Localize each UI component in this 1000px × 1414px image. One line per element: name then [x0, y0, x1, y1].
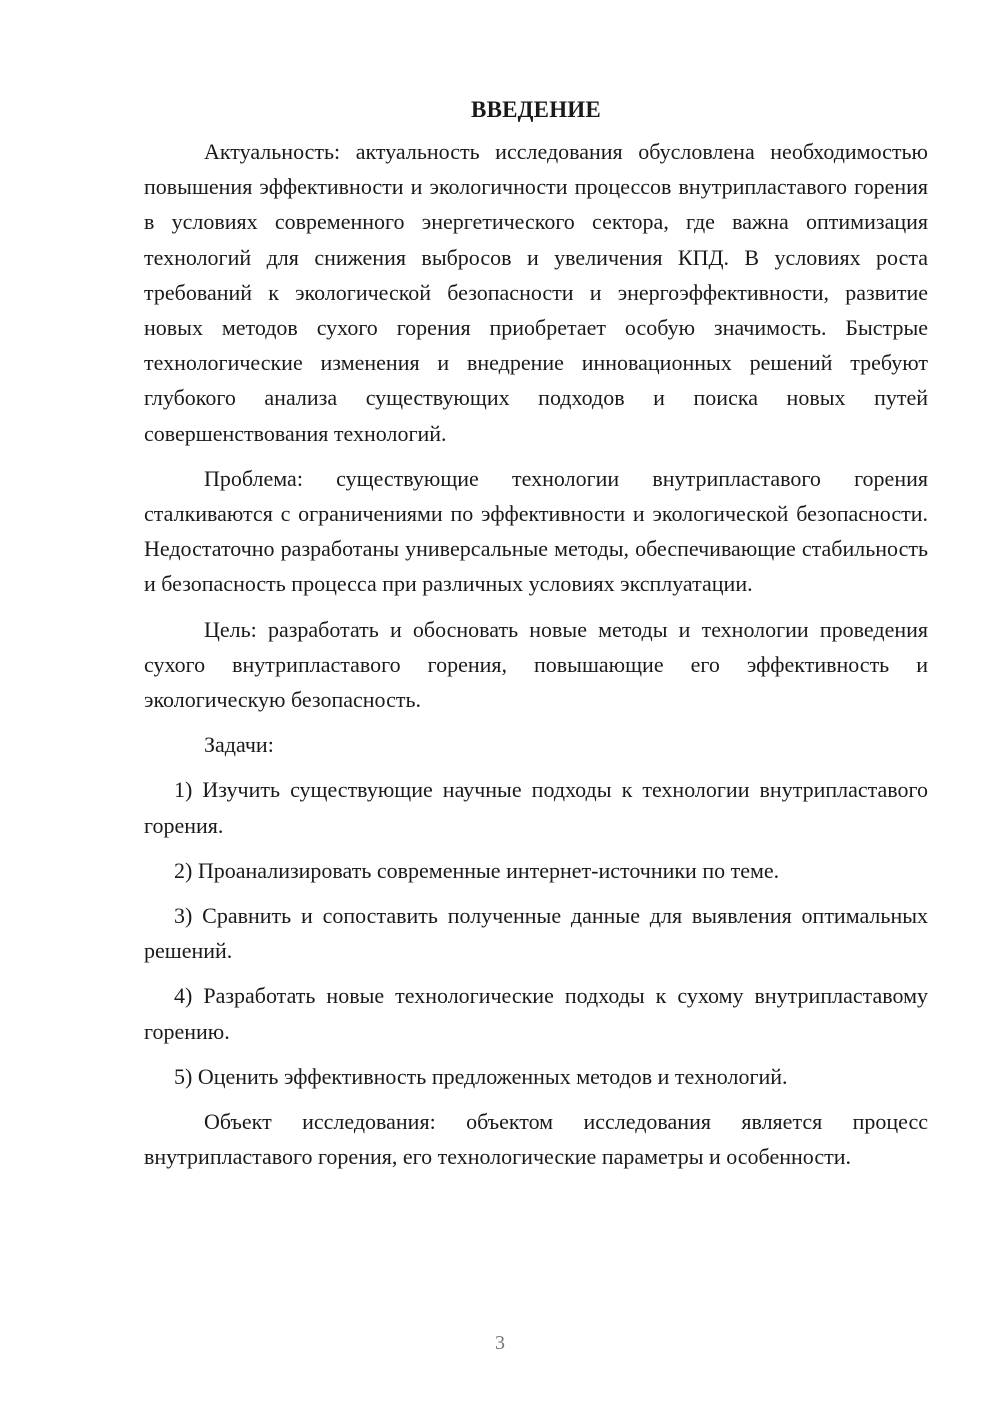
goal-paragraph: Цель: разработать и обосновать новые методы и технологии проведения сухого внутрипластавого горения, повышающие его эффективность и экологическую безопасность.	[144, 616, 928, 713]
document-page	[144, 92, 928, 1174]
tasks-heading: Задачи:	[204, 732, 274, 758]
section-title: ВВЕДЕНИЕ	[471, 97, 601, 122]
task-item-4: 4) Разработать новые технологические подходы к сухому внутрипластавому горению.	[144, 983, 928, 1044]
relevance-paragraph: Актуальность: актуальность исследования обусловлена необходимостью повышения эффективности и экологичности процессов внутрипластавого горения в условиях современного энергетического сектора, где важна оптимизация технологий для снижения выбросов и увеличения КПД. В условиях роста требований к экологической безопасности и энергоэффективности, развитие новых методов сухого горения приобретает особую значимость. Быстрые технологические изменения и внедрение инновационных решений требуют глубокого анализа существующих подходов и поиска новых путей совершенствования технологий.	[144, 139, 928, 446]
task-item-3: 3) Сравнить и сопоставить полученные данные для выявления оптимальных решений.	[144, 903, 928, 964]
task-item-5: 5) Оценить эффективность предложенных методов и технологий.	[174, 1063, 788, 1089]
page-number: 3	[495, 1332, 505, 1354]
object-paragraph: Объект исследования: объектом исследования является процесс внутрипластавого горения, его технологические параметры и особенности.	[144, 1109, 928, 1170]
task-item-2: 2) Проанализировать современные интернет-источники по теме.	[174, 857, 780, 883]
task-item-1: 1) Изучить существующие научные подходы к технологии внутрипластавого горения.	[144, 777, 928, 838]
problem-paragraph: Проблема: существующие технологии внутрипластавого горения сталкиваются с ограничениями по эффективности и экологической безопасности. Недостаточно разработаны универсальные методы, обеспечивающие стабильность и безопасность процесса при различных условиях эксплуатации.	[144, 465, 928, 597]
